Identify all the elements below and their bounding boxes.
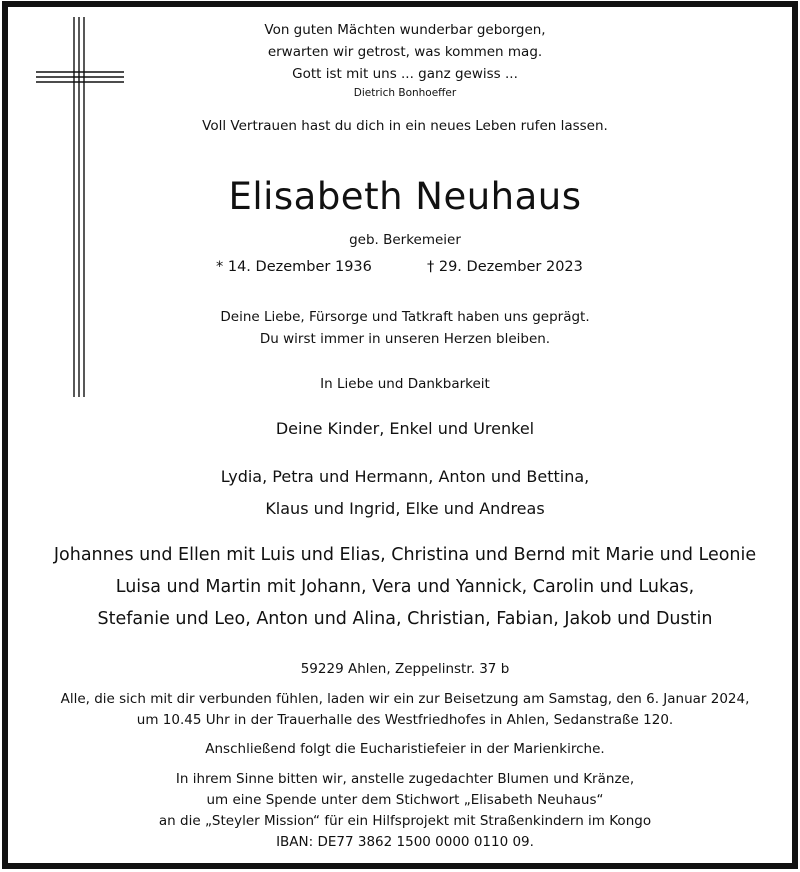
deceased-name: Elisabeth Neuhaus <box>228 175 582 218</box>
family-heading: Deine Kinder, Enkel und Urenkel <box>275 419 535 438</box>
children-line-1: Lydia, Petra und Hermann, Anton und Bettina, <box>220 467 590 486</box>
address: 59229 Ahlen, Zeppelinstr. 37 b <box>300 661 510 677</box>
service-text: Anschließend folgt die Eucharistiefeier in der Marienkirche. <box>205 741 605 757</box>
grandchildren-line-1: Johannes und Ellen mit Luis und Elias, Christina und Bernd mit Marie und Leonie <box>53 545 757 565</box>
donation-line-2: um eine Spende unter dem Stichwort „Elisabeth Neuhaus“ <box>206 792 604 808</box>
closing-text: In Liebe und Dankbarkeit <box>320 376 490 392</box>
intro-text: Voll Vertrauen hast du dich in ein neues Leben rufen lassen. <box>202 118 608 134</box>
poem-author: Dietrich Bonhoeffer <box>353 87 457 99</box>
funeral-line-2: um 10.45 Uhr in der Trauerhalle des Westfriedhofes in Ahlen, Sedanstraße 120. <box>136 712 674 728</box>
poem-line-3: Gott ist mit uns ... ganz gewiss ... <box>292 66 518 82</box>
donation-line-3: an die „Steyler Mission“ für ein Hilfsprojekt mit Straßenkindern im Kongo <box>158 813 652 829</box>
poem-line-1: Von guten Mächten wunderbar geborgen, <box>264 22 546 38</box>
grandchildren-line-3: Stefanie und Leo, Anton und Alina, Christian, Fabian, Jakob und Dustin <box>97 609 713 629</box>
donation-line-1: In ihrem Sinne bitten wir, anstelle zugedachter Blumen und Kränze, <box>175 771 635 787</box>
children-line-2: Klaus und Ingrid, Elke und Andreas <box>265 499 545 518</box>
birth-name: geb. Berkemeier <box>349 232 461 248</box>
death-date: † 29. Dezember 2023 <box>427 259 583 275</box>
birth-date: * 14. Dezember 1936 <box>216 259 372 275</box>
donation-iban: IBAN: DE77 3862 1500 0000 0110 09. <box>276 834 534 850</box>
grandchildren-line-2: Luisa und Martin mit Johann, Vera und Yannick, Carolin und Lukas, <box>115 577 695 597</box>
poem-line-2: erwarten wir getrost, was kommen mag. <box>267 44 543 60</box>
funeral-line-1: Alle, die sich mit dir verbunden fühlen, laden wir ein zur Beisetzung am Samstag, den 6. Januar 2024, <box>60 691 750 707</box>
obituary-card <box>2 1 798 869</box>
tribute-line-1: Deine Liebe, Fürsorge und Tatkraft haben uns geprägt. <box>220 309 590 325</box>
tribute-line-2: Du wirst immer in unseren Herzen bleiben. <box>259 331 551 347</box>
